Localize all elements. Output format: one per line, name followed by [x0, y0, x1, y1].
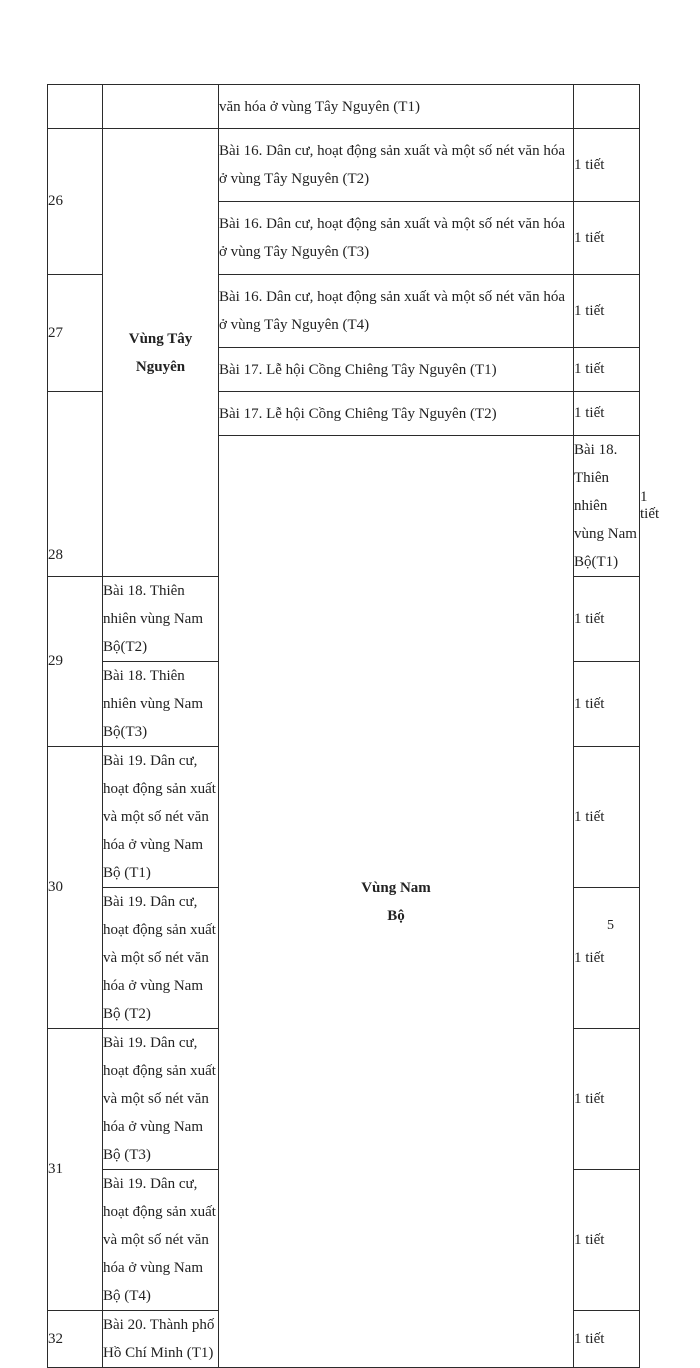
duration-cell: 1 tiết [574, 1170, 640, 1311]
duration-cell: 1 tiết [574, 1311, 640, 1368]
duration-cell: 1 tiết [574, 202, 640, 275]
duration-cell [574, 85, 640, 129]
week-cell: 31 [48, 1029, 103, 1311]
duration-cell: 1 tiết [574, 747, 640, 888]
duration-cell: 1 tiết [574, 1029, 640, 1170]
duration-cell: 1 tiết [574, 577, 640, 662]
duration-cell: 1 tiết [574, 888, 640, 1029]
lesson-cell: Bài 17. Lễ hội Cồng Chiêng Tây Nguyên (T2) [219, 392, 574, 436]
lesson-cell: Bài 19. Dân cư, hoạt động sản xuất và một số nét văn hóa ở vùng Nam Bộ (T3) [103, 1029, 219, 1170]
week-cell: 26 [48, 129, 103, 275]
lesson-cell: Bài 16. Dân cư, hoạt động sản xuất và một số nét văn hóa ở vùng Tây Nguyên (T3) [219, 202, 574, 275]
week-cell: 28 [48, 392, 103, 577]
lesson-cell: Bài 20. Thành phố Hồ Chí Minh (T1) [103, 1311, 219, 1368]
page-number: 5 [607, 918, 614, 933]
region-cell: Vùng Tây Nguyên [103, 129, 219, 577]
week-cell: 29 [48, 577, 103, 747]
week-cell [48, 85, 103, 129]
region-cell: Vùng Nam Bộ [219, 436, 574, 1368]
duration-cell: 1 tiết [574, 129, 640, 202]
table-row: Vùng Nam Bộ Bài 18. Thiên nhiên vùng Nam Bộ(T1) 1 tiết [48, 436, 640, 577]
lesson-cell: Bài 16. Dân cư, hoạt động sản xuất và một số nét văn hóa ở vùng Tây Nguyên (T4) [219, 275, 574, 348]
week-cell: 30 [48, 747, 103, 1029]
lesson-cell: Bài 17. Lễ hội Cồng Chiêng Tây Nguyên (T1) [219, 348, 574, 392]
lesson-cell: Bài 18. Thiên nhiên vùng Nam Bộ(T2) [103, 577, 219, 662]
region-cell [103, 85, 219, 129]
duration-cell: 1 tiết [574, 348, 640, 392]
lesson-cell: Bài 19. Dân cư, hoạt động sản xuất và một số nét văn hóa ở vùng Nam Bộ (T4) [103, 1170, 219, 1311]
duration-cell: 1 tiết [574, 275, 640, 348]
lesson-cell: Bài 16. Dân cư, hoạt động sản xuất và một số nét văn hóa ở vùng Tây Nguyên (T2) [219, 129, 574, 202]
table-row [48, 85, 640, 129]
lesson-cell: Bài 18. Thiên nhiên vùng Nam Bộ(T3) [103, 662, 219, 747]
curriculum-table [47, 84, 660, 1368]
lesson-cell: Bài 19. Dân cư, hoạt động sản xuất và một số nét văn hóa ở vùng Nam Bộ (T2) [103, 888, 219, 1029]
lesson-cell: Bài 19. Dân cư, hoạt động sản xuất và một số nét văn hóa ở vùng Nam Bộ (T1) [103, 747, 219, 888]
duration-cell: 1 tiết [574, 662, 640, 747]
week-cell: 32 [48, 1311, 103, 1368]
duration-cell: 1 tiết [574, 392, 640, 436]
table-row [48, 129, 640, 202]
lesson-cell: văn hóa ở vùng Tây Nguyên (T1) [219, 85, 574, 129]
week-cell: 27 [48, 275, 103, 392]
lesson-cell: Bài 18. Thiên nhiên vùng Nam Bộ(T1) [574, 436, 640, 577]
